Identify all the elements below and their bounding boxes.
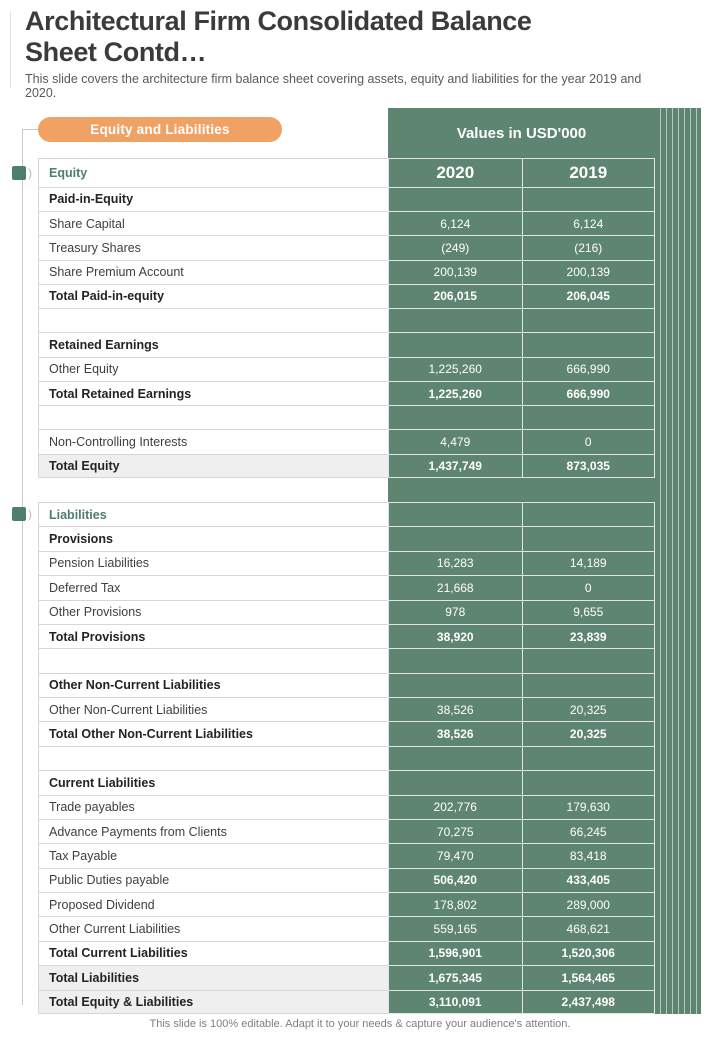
row-label: Proposed Dividend xyxy=(38,892,388,916)
row-label: Other Provisions xyxy=(38,600,388,624)
table-row xyxy=(38,235,655,259)
row-label xyxy=(38,405,388,429)
row-label: Treasury Shares xyxy=(38,235,388,259)
table-row xyxy=(38,990,655,1014)
value-2019: (216) xyxy=(522,235,656,259)
value-2020: 38,920 xyxy=(388,624,522,648)
value-2019: 83,418 xyxy=(522,843,656,867)
value-2020: 16,283 xyxy=(388,551,522,575)
row-label: Pension Liabilities xyxy=(38,551,388,575)
table-row xyxy=(38,819,655,843)
table-row xyxy=(38,381,655,405)
value-2019: 206,045 xyxy=(522,284,656,308)
value-2019: 2,437,498 xyxy=(522,990,656,1014)
table-row xyxy=(38,405,655,429)
value-2020: 38,526 xyxy=(388,697,522,721)
table-row xyxy=(38,429,655,453)
value-2020: 1,225,260 xyxy=(388,357,522,381)
connector-line-horizontal xyxy=(22,129,38,130)
table-row xyxy=(38,332,655,356)
value-2019: 0 xyxy=(522,575,656,599)
row-label: Other Equity xyxy=(38,357,388,381)
row-label: Trade payables xyxy=(38,795,388,819)
value-2019: 179,630 xyxy=(522,795,656,819)
row-label: Total Current Liabilities xyxy=(38,941,388,965)
page-title: Architectural Firm Consolidated Balance Sheet Contd… xyxy=(25,6,532,67)
row-label: Retained Earnings xyxy=(38,332,388,356)
table-row xyxy=(38,795,655,819)
value-2020: 978 xyxy=(388,600,522,624)
value-2019: 14,189 xyxy=(522,551,656,575)
value-2020: 70,275 xyxy=(388,819,522,843)
value-2020 xyxy=(388,746,522,770)
equity-table xyxy=(38,158,655,478)
value-2020: 178,802 xyxy=(388,892,522,916)
value-2020: 3,110,091 xyxy=(388,990,522,1014)
value-2020 xyxy=(388,673,522,697)
table-row xyxy=(38,357,655,381)
table-row xyxy=(38,308,655,332)
row-label: Share Capital xyxy=(38,211,388,235)
row-label: Other Current Liabilities xyxy=(38,916,388,940)
row-label: Total Liabilities xyxy=(38,965,388,989)
value-2020: 1,437,749 xyxy=(388,454,522,478)
value-2020 xyxy=(388,648,522,672)
row-label: Provisions xyxy=(38,526,388,550)
table-row xyxy=(38,843,655,867)
value-2019 xyxy=(522,673,656,697)
table-row xyxy=(38,575,655,599)
value-2019: 9,655 xyxy=(522,600,656,624)
row-label xyxy=(38,648,388,672)
table-row xyxy=(38,941,655,965)
row-label: Total Provisions xyxy=(38,624,388,648)
row-label: Deferred Tax xyxy=(38,575,388,599)
table-row xyxy=(38,965,655,989)
table-row xyxy=(38,916,655,940)
table-row xyxy=(38,211,655,235)
value-2020 xyxy=(388,187,522,211)
row-label: Advance Payments from Clients xyxy=(38,819,388,843)
value-2020: 200,139 xyxy=(388,260,522,284)
value-2019 xyxy=(522,770,656,794)
row-label: Total Equity & Liabilities xyxy=(38,990,388,1014)
value-2019: 666,990 xyxy=(522,357,656,381)
table-row xyxy=(38,892,655,916)
equity-liabilities-pill: Equity and Liabilities xyxy=(38,117,282,142)
value-2019: 873,035 xyxy=(522,454,656,478)
table-row xyxy=(38,551,655,575)
connector-line-vertical xyxy=(22,129,23,1005)
value-2019: 6,124 xyxy=(522,211,656,235)
row-label: Liabilities xyxy=(38,502,388,526)
row-label xyxy=(38,746,388,770)
value-2019 xyxy=(522,405,656,429)
value-2020: 38,526 xyxy=(388,721,522,745)
table-row xyxy=(38,721,655,745)
value-2020: 206,015 xyxy=(388,284,522,308)
table-row xyxy=(38,260,655,284)
table-row xyxy=(38,454,655,478)
equity-section-marker xyxy=(12,166,26,180)
row-label: Total Equity xyxy=(38,454,388,478)
value-2019 xyxy=(522,746,656,770)
row-label: Current Liabilities xyxy=(38,770,388,794)
value-2019 xyxy=(522,332,656,356)
value-2019 xyxy=(522,502,656,526)
page-subtitle: This slide covers the architecture firm balance sheet covering assets, equity and liabilities for the year 2019 and 2020. xyxy=(25,72,642,100)
value-2019: 2019 xyxy=(522,158,656,187)
value-2019: 289,000 xyxy=(522,892,656,916)
value-2020 xyxy=(388,332,522,356)
row-label: Equity xyxy=(38,158,388,187)
value-2020 xyxy=(388,405,522,429)
value-2020: (249) xyxy=(388,235,522,259)
table-row xyxy=(38,673,655,697)
value-2020: 21,668 xyxy=(388,575,522,599)
value-2020: 79,470 xyxy=(388,843,522,867)
value-2019: 200,139 xyxy=(522,260,656,284)
row-label: Tax Payable xyxy=(38,843,388,867)
table-row xyxy=(38,600,655,624)
row-label: Paid-in-Equity xyxy=(38,187,388,211)
value-2020 xyxy=(388,502,522,526)
value-2019: 666,990 xyxy=(522,381,656,405)
value-2019 xyxy=(522,308,656,332)
row-label: Total Retained Earnings xyxy=(38,381,388,405)
value-2020: 4,479 xyxy=(388,429,522,453)
value-2019: 20,325 xyxy=(522,721,656,745)
liabilities-marker-bracket: ) xyxy=(28,507,32,521)
table-row xyxy=(38,697,655,721)
row-label: Other Non-Current Liabilities xyxy=(38,697,388,721)
liabilities-section-marker xyxy=(12,507,26,521)
table-row xyxy=(38,158,655,187)
table-row xyxy=(38,284,655,308)
row-label: Total Other Non-Current Liabilities xyxy=(38,721,388,745)
value-2019 xyxy=(522,187,656,211)
value-2019: 433,405 xyxy=(522,868,656,892)
liabilities-table xyxy=(38,502,655,1014)
table-row xyxy=(38,526,655,550)
row-label: Total Paid-in-equity xyxy=(38,284,388,308)
value-2020 xyxy=(388,308,522,332)
value-2019: 468,621 xyxy=(522,916,656,940)
value-2019: 1,520,306 xyxy=(522,941,656,965)
value-2019: 20,325 xyxy=(522,697,656,721)
table-row xyxy=(38,624,655,648)
row-label: Non-Controlling Interests xyxy=(38,429,388,453)
value-2020: 6,124 xyxy=(388,211,522,235)
value-2020: 1,225,260 xyxy=(388,381,522,405)
value-2020: 1,675,345 xyxy=(388,965,522,989)
slide-footer-note: This slide is 100% editable. Adapt it to your needs & capture your audience's attention. xyxy=(149,1018,571,1030)
equity-marker-bracket: ) xyxy=(28,166,32,180)
row-label: Public Duties payable xyxy=(38,868,388,892)
value-2020 xyxy=(388,526,522,550)
table-row xyxy=(38,770,655,794)
title-accent-rule xyxy=(10,12,11,88)
value-2020: 2020 xyxy=(388,158,522,187)
table-row xyxy=(38,746,655,770)
value-2019: 66,245 xyxy=(522,819,656,843)
table-row xyxy=(38,187,655,211)
values-unit-header: Values in USD'000 xyxy=(456,124,587,142)
value-2019: 1,564,465 xyxy=(522,965,656,989)
value-2019 xyxy=(522,526,656,550)
value-2020: 1,596,901 xyxy=(388,941,522,965)
row-label: Share Premium Account xyxy=(38,260,388,284)
value-2020: 559,165 xyxy=(388,916,522,940)
value-2020 xyxy=(388,770,522,794)
value-2020: 202,776 xyxy=(388,795,522,819)
value-2019: 23,839 xyxy=(522,624,656,648)
table-row xyxy=(38,868,655,892)
value-2019: 0 xyxy=(522,429,656,453)
row-label: Other Non-Current Liabilities xyxy=(38,673,388,697)
value-2020: 506,420 xyxy=(388,868,522,892)
table-row xyxy=(38,648,655,672)
value-2019 xyxy=(522,648,656,672)
row-label xyxy=(38,308,388,332)
pinstripe-decoration xyxy=(655,108,701,1014)
table-row xyxy=(38,502,655,526)
